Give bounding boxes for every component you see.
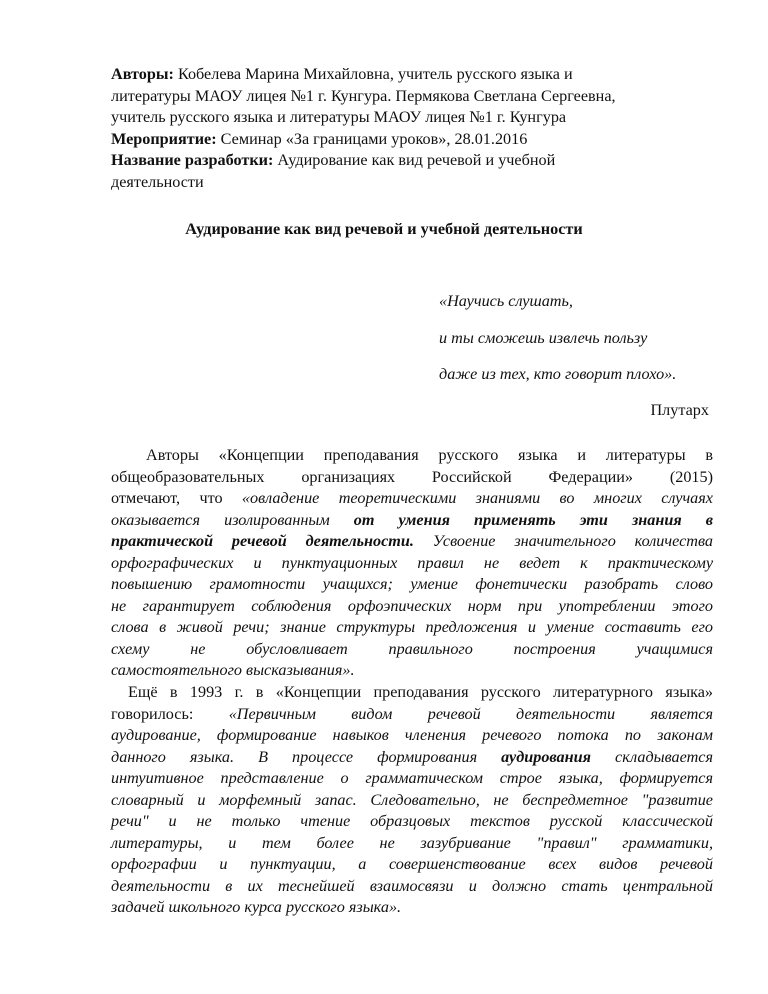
paragraph-2 [111,682,713,919]
p2-line: деятельности в их теснейшей взаимосвязи и должно стать центральной [111,876,713,895]
epigraph-line-2: и ты сможешь извлечь пользу [439,329,648,347]
p1-line: не гарантирует соблюдения орфоэпических норм при употреблении этого [111,596,713,615]
p1-line: общеобразовательных организациях Российской Федерации» (2015) [111,467,713,486]
event-label: Мероприятие: [111,129,217,148]
p1-line: оказывается изолированным от умения применять эти знания в [111,510,713,529]
p2-line: речи" и не только чтение образцовых текстов русской классической [111,812,713,830]
event-line: Мероприятие: Семинар «За границами уроков», 28.01.2016 [111,129,528,148]
p1-line: схему не обусловливает правильного построения учащимися [111,639,713,658]
p2-line: словарный и морфемный запас. Следовательно, не беспредметное "развитие [111,790,713,809]
p2-line: орфографии и пунктуации, а совершенствование всех видов речевой [111,855,713,873]
p2-line: задачей школьного курса русского языка». [111,898,402,916]
p1-line: орфографических и пунктуационных правил не ведет к практическому [111,553,713,572]
p2-line: литературы, и тем более не зазубривание "правил" грамматики, [111,833,713,852]
p2-line: говорилось: «Первичным видом речевой деятельности является [111,704,713,723]
authors-label: Авторы: [111,65,174,83]
p1-line: слова в живой речи; знание структуры предложения и умение составить его [111,618,713,636]
p1-line: самостоятельного высказывания». [111,661,355,679]
paragraph-1 [111,445,713,682]
p2-line: Ещё в 1993 г. в «Концепции преподавания русского литературного языка» [128,683,713,701]
p1-line: повышению грамотности учащихся; умение фонетически разобрать слово [111,575,713,593]
epigraph-line-3: даже из тех, кто говорит плохо». [439,365,677,383]
document-title: Аудирование как вид речевой и учебной деятельности [185,220,583,238]
epigraph-author: Плутарх [650,401,709,419]
development-title-line-2: деятельности [111,172,204,191]
document-header [111,64,671,194]
p1-line: практической речевой деятельности. Усвоение значительного количества [111,532,713,550]
p1-line: Авторы «Концепции преподавания русского языка и литературы в [146,446,713,464]
development-title-line-1: Название разработки: Аудирование как вид речевой и учебной [111,151,556,170]
p2-line: интуитивное представление о грамматическом строе языка, формируется [111,769,713,787]
epigraph-line-1: «Научись слушать, [439,292,573,310]
authors-line-1: Авторы: Кобелева Марина Михайловна, учитель русского языка и [111,65,573,83]
p1-line: отмечают, что «овладение теоретическими знаниями во многих случаях [111,489,713,507]
development-label: Название разработки: [111,151,274,170]
authors-line-2: литературы МАОУ лицея №1 г. Кунгура. Пермякова Светлана Сергеевна, [111,86,616,105]
p2-line: аудирование, формирование навыков членения речевого потока по законам [111,726,713,744]
p2-line: данного языка. В процессе формирования аудирования складывается [111,747,713,766]
authors-line-3: учитель русского языка и литературы МАОУ лицея №1 г. Кунгура [111,108,567,127]
